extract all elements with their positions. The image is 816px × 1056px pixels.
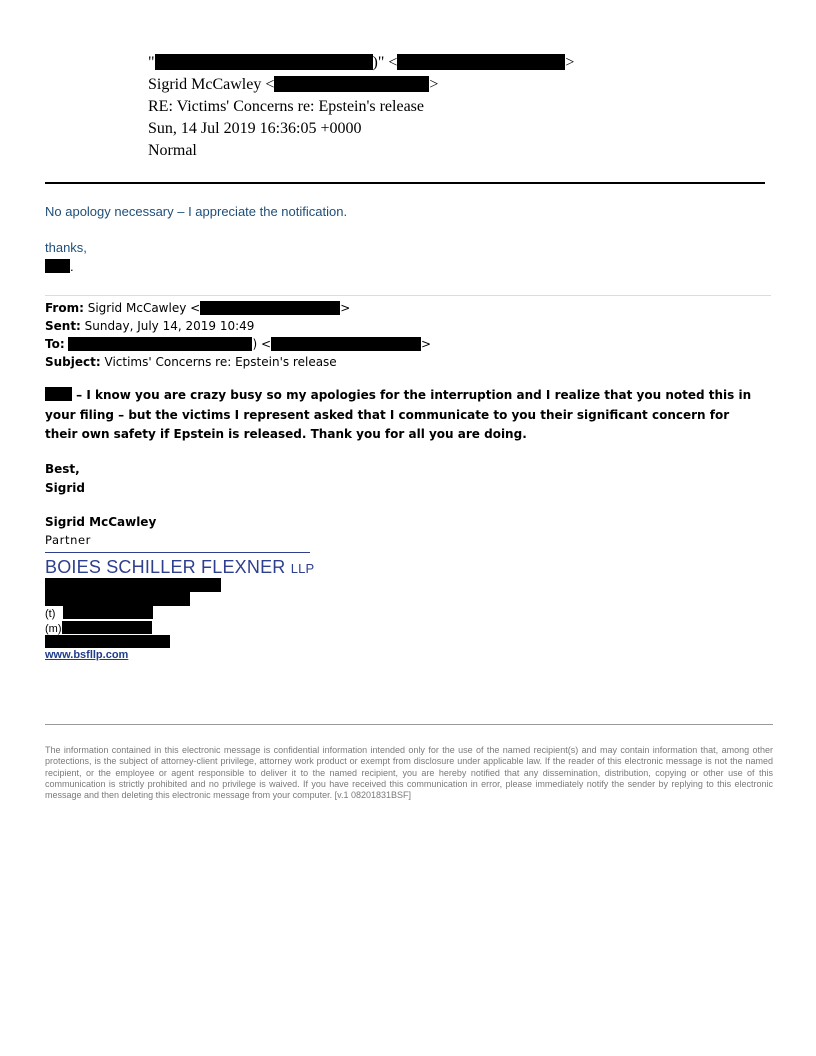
fwd-to-label: To:	[45, 337, 65, 351]
reply-line-1: No apology necessary – I appreciate the notification.	[45, 204, 348, 219]
phone-label: (t)	[45, 608, 56, 620]
from-suffix: >	[565, 54, 575, 71]
fwd-sent-row	[45, 317, 254, 335]
to-suffix: >	[429, 76, 439, 93]
fwd-to-mid: ) <	[252, 337, 272, 351]
reply-signoff	[45, 259, 74, 274]
redaction	[200, 301, 340, 315]
website-link[interactable]: www.bsfllp.com	[45, 649, 129, 661]
fwd-from-suffix: >	[340, 301, 351, 315]
message-body	[45, 386, 765, 445]
redaction	[274, 76, 429, 92]
redaction	[45, 592, 190, 606]
fwd-to-suffix: >	[421, 337, 432, 351]
redaction	[45, 578, 221, 592]
fwd-subject-value: Victims' Concerns re: Epstein's release	[100, 355, 337, 369]
from-mid: )" <	[372, 54, 398, 71]
disclaimer-divider	[45, 724, 773, 725]
subject-value: RE: Victims' Concerns re: Epstein's release	[148, 98, 424, 115]
fwd-from-row	[45, 299, 350, 317]
firm-name	[45, 557, 314, 578]
importance-value: Normal	[148, 142, 197, 159]
from-value	[148, 52, 574, 74]
header-divider	[45, 182, 765, 184]
redaction	[45, 387, 72, 401]
to-name: Sigrid McCawley <	[148, 76, 275, 93]
signature-title: Partner	[45, 533, 91, 547]
fwd-subject-label: Subject:	[45, 355, 101, 369]
signature-divider	[45, 552, 310, 553]
message-body-text: – I know you are crazy busy so my apologies for the interruption and I realize that you noted this in your filing – but the victims I represent asked that I communicate to you their significant concern for their own safety if Epstein is released. Thank you for all you are doing.	[45, 388, 752, 441]
redaction	[68, 337, 252, 351]
from-quote: "	[148, 54, 155, 71]
redaction	[63, 606, 153, 619]
message-closing: Best,	[45, 462, 80, 476]
phone-row	[45, 606, 153, 621]
date-value: Sun, 14 Jul 2019 16:36:05 +0000	[148, 120, 362, 137]
redaction	[271, 337, 421, 351]
redaction	[62, 621, 152, 634]
firm-suffix: LLP	[290, 561, 315, 576]
fwd-to-row	[45, 335, 431, 353]
fwd-subject-row	[45, 353, 337, 371]
fwd-sent-value: Sunday, July 14, 2019 10:49	[80, 319, 255, 333]
fwd-from-label: From:	[45, 301, 84, 315]
mobile-label: (m)	[45, 623, 62, 635]
mobile-row	[45, 621, 152, 636]
redaction	[397, 54, 565, 70]
to-value	[148, 74, 438, 96]
fwd-sent-label: Sent:	[45, 319, 81, 333]
signature-name: Sigrid McCawley	[45, 515, 157, 529]
confidentiality-disclaimer: The information contained in this electronic message is confidential information intended only for the use of the named recipient(s) and may contain information that, among other protections, is the subject of attorney-client privilege, attorney work product or exempt from disclosure under applicable law. If the reader of this electronic message is not the named recipient, or the employee or agent responsible to deliver it to the named recipient, you are hereby notified that any dissemination, distribution, copying or other use of this communication is strictly prohibited and no privilege is waived. If you have received this communication in error, please immediately notify the sender by replying to this electronic message and then deleting this electronic message from your computer. [v.1 08201831BSF]	[45, 745, 773, 801]
message-sender: Sigrid	[45, 481, 85, 495]
fwd-from-value: Sigrid McCawley <	[83, 301, 201, 315]
email-row	[45, 635, 170, 650]
redaction	[155, 54, 373, 70]
redaction	[45, 635, 170, 648]
forward-divider	[45, 295, 771, 296]
reply-line-2: thanks,	[45, 240, 87, 255]
redaction	[45, 259, 70, 273]
firm-name-text: BOIES SCHILLER FLEXNER	[45, 557, 286, 577]
signoff-suffix: .	[70, 259, 74, 274]
